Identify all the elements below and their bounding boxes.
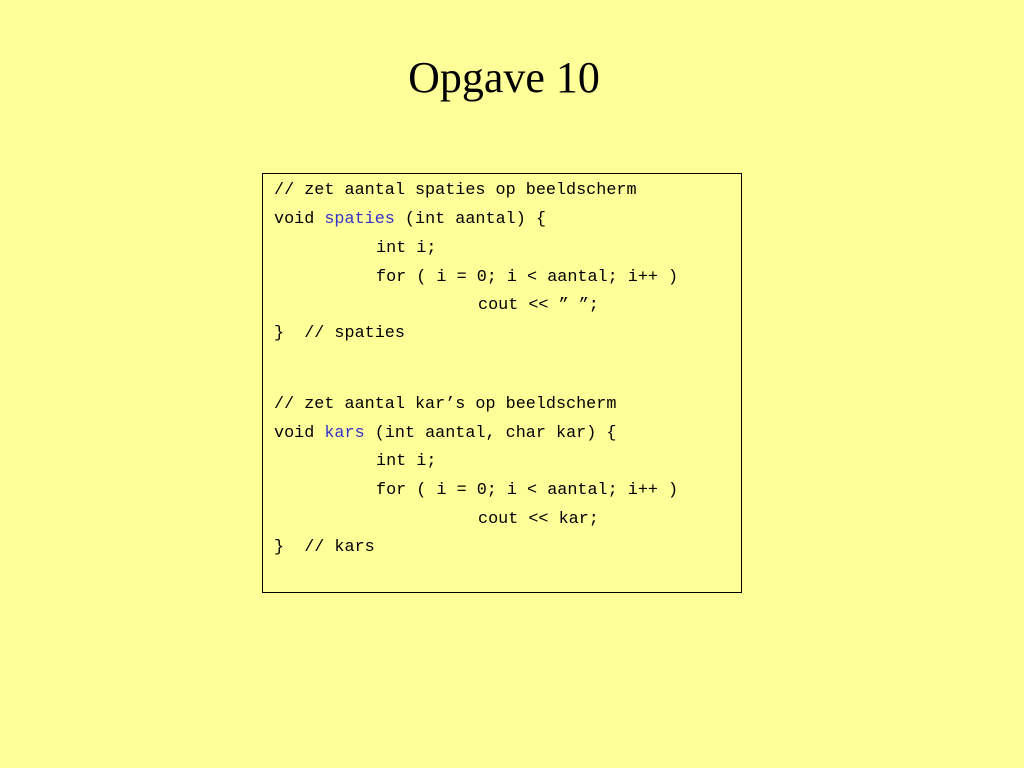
function-name-spaties: spaties (324, 210, 395, 229)
code-box (262, 173, 742, 593)
code-signature-kars (274, 422, 616, 446)
keyword-void: void (274, 210, 325, 229)
code-comment-kars: // zet aantal kar’s op beeldscherm (274, 395, 617, 414)
code-declaration: int i; (376, 239, 437, 258)
parameter-list: (int aantal, char kar) { (364, 424, 617, 443)
code-loop-body: cout << ” ”; (478, 296, 599, 315)
keyword-void: void (274, 424, 325, 443)
code-for-loop: for ( i = 0; i < aantal; i++ ) (376, 268, 679, 287)
code-signature-spaties (274, 208, 546, 232)
slide-title: Opgave 10 (408, 53, 600, 102)
code-closing-brace: } // kars (274, 538, 375, 557)
code-comment-spaties: // zet aantal spaties op beeldscherm (274, 181, 637, 200)
parameter-list: (int aantal) { (394, 210, 546, 229)
function-name-kars: kars (324, 424, 365, 443)
code-declaration: int i; (376, 452, 437, 471)
code-for-loop: for ( i = 0; i < aantal; i++ ) (376, 481, 679, 500)
code-loop-body: cout << kar; (478, 510, 599, 529)
code-closing-brace: } // spaties (274, 324, 405, 343)
